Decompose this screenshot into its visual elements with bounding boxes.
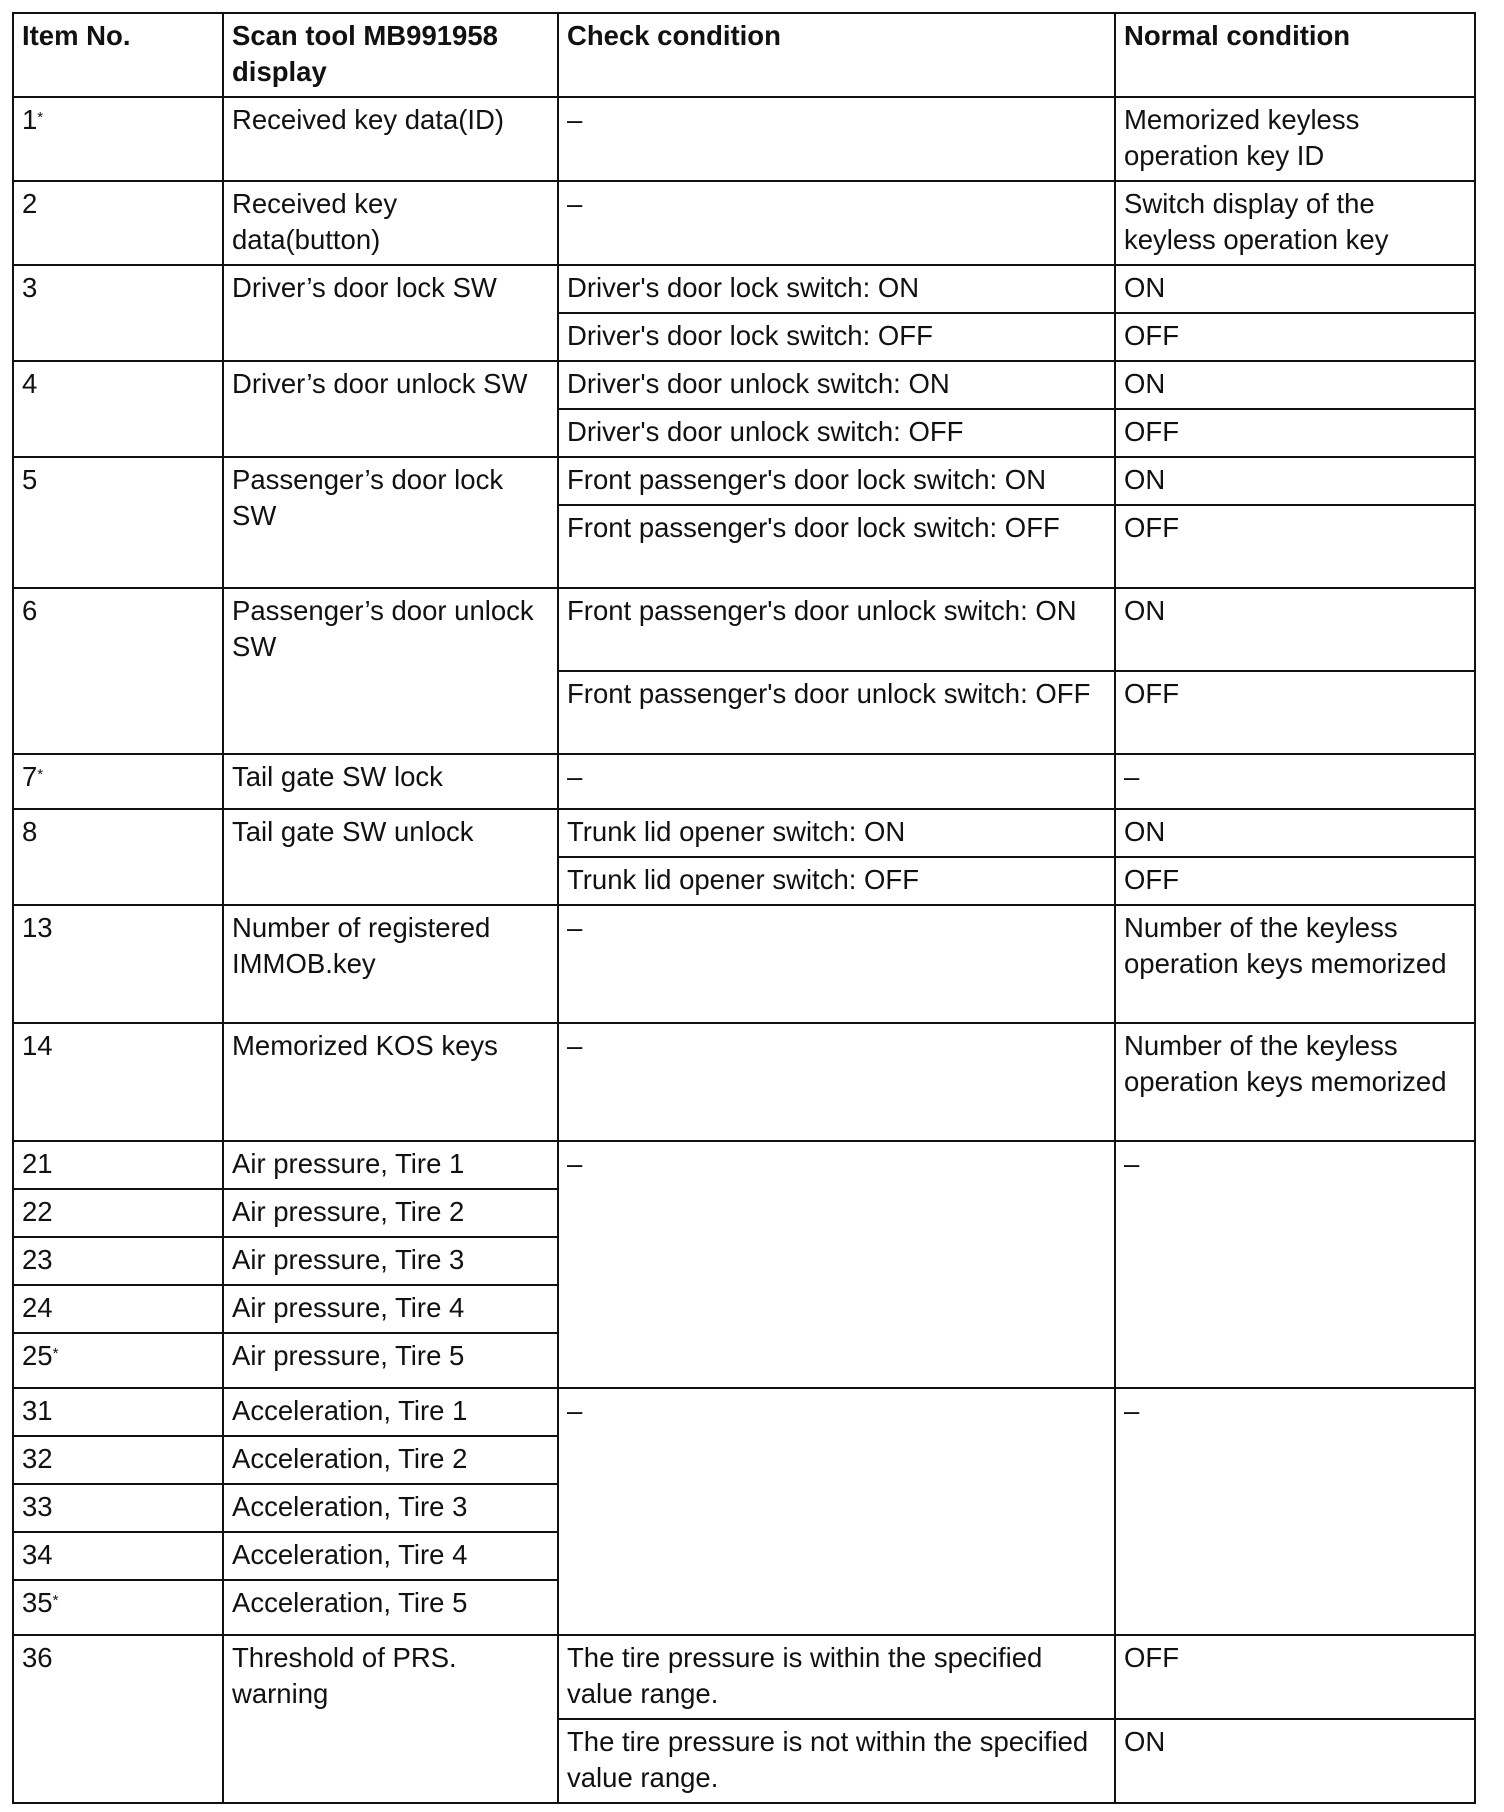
header-display: Scan tool MB991958 display <box>223 13 558 97</box>
display-cell: Air pressure, Tire 5 <box>223 1333 558 1388</box>
check-cell: Front passenger's door lock switch: ON <box>558 457 1115 505</box>
item-no-cell: 34 <box>13 1532 223 1580</box>
display-cell: Driver’s door unlock SW <box>223 361 558 457</box>
item-no-cell: 7* <box>13 754 223 809</box>
table-row <box>13 457 1475 505</box>
table-row <box>13 181 1475 265</box>
item-no-cell: 21 <box>13 1141 223 1189</box>
display-cell: Air pressure, Tire 4 <box>223 1285 558 1333</box>
item-no-cell: 1* <box>13 97 223 181</box>
display-cell: Air pressure, Tire 3 <box>223 1237 558 1285</box>
item-no-cell: 24 <box>13 1285 223 1333</box>
normal-cell: ON <box>1115 361 1475 409</box>
table-row <box>13 1023 1475 1141</box>
table-row <box>13 588 1475 671</box>
display-cell: Received key data(button) <box>223 181 558 265</box>
normal-cell: ON <box>1115 1719 1475 1803</box>
check-cell: – <box>558 905 1115 1023</box>
check-cell: – <box>558 97 1115 181</box>
data-list-sheet <box>12 12 1476 1804</box>
asterisk-note: * <box>37 766 44 783</box>
check-cell: Front passenger's door lock switch: OFF <box>558 505 1115 588</box>
normal-cell: Number of the keyless operation keys memorized <box>1115 905 1475 1023</box>
item-no-cell: 6 <box>13 588 223 754</box>
item-no-cell: 25* <box>13 1333 223 1388</box>
display-cell: Memorized KOS keys <box>223 1023 558 1141</box>
normal-cell: OFF <box>1115 313 1475 361</box>
table-row <box>13 361 1475 409</box>
header-check-condition: Check condition <box>558 13 1115 97</box>
display-cell: Air pressure, Tire 1 <box>223 1141 558 1189</box>
check-cell: Trunk lid opener switch: ON <box>558 809 1115 857</box>
data-list-table <box>12 12 1476 1804</box>
item-no-cell: 23 <box>13 1237 223 1285</box>
item-no-cell: 31 <box>13 1388 223 1436</box>
check-cell: – <box>558 1023 1115 1141</box>
check-cell: – <box>558 1388 1115 1635</box>
display-cell: Received key data(ID) <box>223 97 558 181</box>
table-row <box>13 1141 1475 1189</box>
table-row <box>13 265 1475 313</box>
display-cell: Acceleration, Tire 2 <box>223 1436 558 1484</box>
normal-cell: Memorized keyless operation key ID <box>1115 97 1475 181</box>
check-cell: – <box>558 181 1115 265</box>
table-row <box>13 754 1475 809</box>
normal-cell: OFF <box>1115 1635 1475 1719</box>
display-cell: Tail gate SW lock <box>223 754 558 809</box>
display-cell: Tail gate SW unlock <box>223 809 558 905</box>
check-cell: – <box>558 754 1115 809</box>
normal-cell: – <box>1115 1388 1475 1635</box>
item-no-cell: 33 <box>13 1484 223 1532</box>
item-no-cell: 5 <box>13 457 223 588</box>
item-no-cell: 8 <box>13 809 223 905</box>
item-no-cell: 32 <box>13 1436 223 1484</box>
display-cell: Driver’s door lock SW <box>223 265 558 361</box>
display-cell: Acceleration, Tire 1 <box>223 1388 558 1436</box>
item-no-cell: 4 <box>13 361 223 457</box>
asterisk-note: * <box>37 109 44 126</box>
check-cell: Front passenger's door unlock switch: OFF <box>558 671 1115 754</box>
table-row <box>13 905 1475 1023</box>
asterisk-note: * <box>52 1345 59 1362</box>
display-cell: Acceleration, Tire 4 <box>223 1532 558 1580</box>
header-item-no: Item No. <box>13 13 223 97</box>
normal-cell: Number of the keyless operation keys memorized <box>1115 1023 1475 1141</box>
normal-cell: OFF <box>1115 857 1475 905</box>
normal-cell: OFF <box>1115 409 1475 457</box>
item-no-cell: 35* <box>13 1580 223 1635</box>
normal-cell: ON <box>1115 809 1475 857</box>
table-row <box>13 809 1475 857</box>
item-no-cell: 22 <box>13 1189 223 1237</box>
normal-cell: OFF <box>1115 505 1475 588</box>
normal-cell: ON <box>1115 457 1475 505</box>
table-row <box>13 1388 1475 1436</box>
item-no-cell: 36 <box>13 1635 223 1803</box>
check-cell: Driver's door unlock switch: OFF <box>558 409 1115 457</box>
normal-cell: – <box>1115 1141 1475 1388</box>
table-row <box>13 1635 1475 1719</box>
table-row <box>13 97 1475 181</box>
header-row <box>13 13 1475 97</box>
display-cell: Acceleration, Tire 3 <box>223 1484 558 1532</box>
normal-cell: – <box>1115 754 1475 809</box>
normal-cell: ON <box>1115 588 1475 671</box>
normal-cell: Switch display of the keyless operation key <box>1115 181 1475 265</box>
asterisk-note: * <box>52 1592 59 1609</box>
display-cell: Threshold of PRS. warning <box>223 1635 558 1803</box>
check-cell: The tire pressure is within the specified value range. <box>558 1635 1115 1719</box>
check-cell: Driver's door lock switch: OFF <box>558 313 1115 361</box>
display-cell: Air pressure, Tire 2 <box>223 1189 558 1237</box>
item-no-cell: 14 <box>13 1023 223 1141</box>
check-cell: Front passenger's door unlock switch: ON <box>558 588 1115 671</box>
item-no-cell: 13 <box>13 905 223 1023</box>
item-no-cell: 2 <box>13 181 223 265</box>
check-cell: Trunk lid opener switch: OFF <box>558 857 1115 905</box>
display-cell: Passenger’s door lock SW <box>223 457 558 588</box>
check-cell: The tire pressure is not within the specified value range. <box>558 1719 1115 1803</box>
normal-cell: OFF <box>1115 671 1475 754</box>
normal-cell: ON <box>1115 265 1475 313</box>
check-cell: Driver's door lock switch: ON <box>558 265 1115 313</box>
display-cell: Number of registered IMMOB.key <box>223 905 558 1023</box>
display-cell: Passenger’s door unlock SW <box>223 588 558 754</box>
display-cell: Acceleration, Tire 5 <box>223 1580 558 1635</box>
check-cell: Driver's door unlock switch: ON <box>558 361 1115 409</box>
header-normal-condition: Normal condition <box>1115 13 1475 97</box>
item-no-cell: 3 <box>13 265 223 361</box>
check-cell: – <box>558 1141 1115 1388</box>
